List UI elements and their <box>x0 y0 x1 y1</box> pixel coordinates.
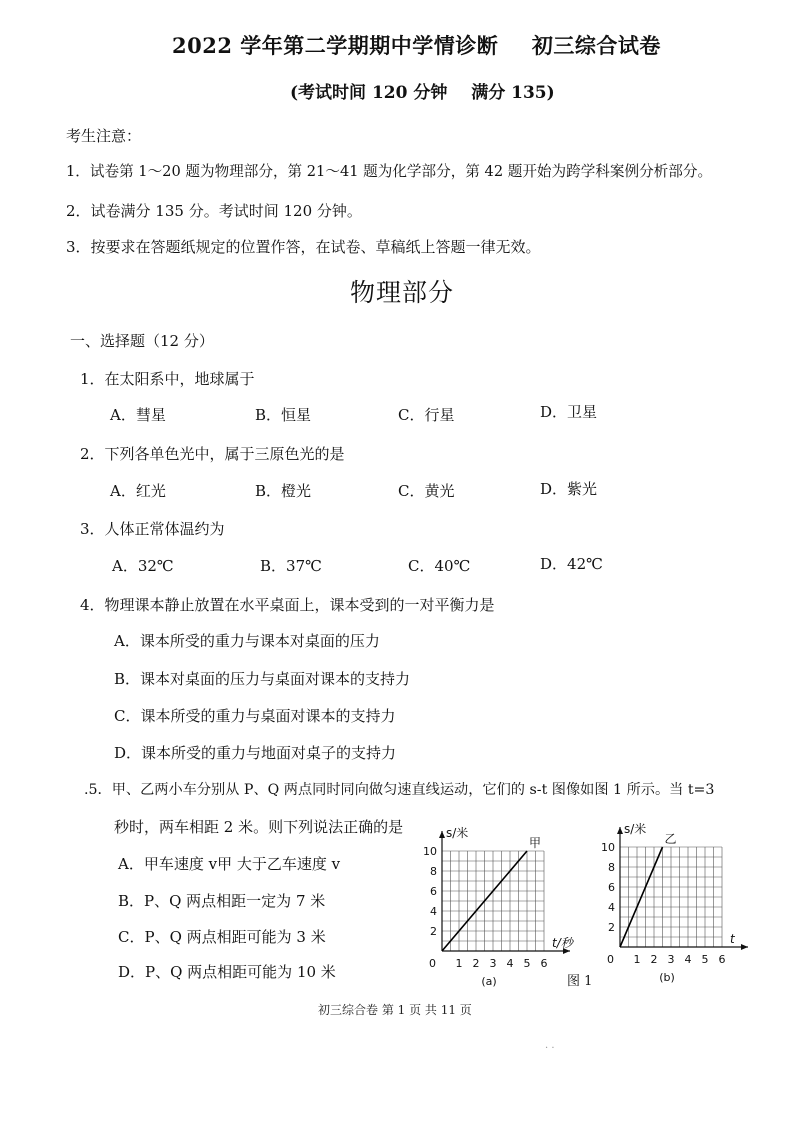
x-tick-label: 1 <box>633 953 641 966</box>
x-tick-label: 6 <box>540 957 548 970</box>
page-footer: 初三综合卷 第 1 页 共 11 页 <box>318 1003 472 1017</box>
figure-1 <box>410 815 770 995</box>
exam-info <box>290 78 555 103</box>
option: B．37℃ <box>260 557 322 575</box>
question-stem: 3．人体正常体温约为 <box>80 520 225 538</box>
y-axis-arrow <box>439 831 445 838</box>
chart-b <box>601 821 748 984</box>
x-tick-label: 2 <box>472 957 480 970</box>
notice-item: 1．试卷第 1～20 题为物理部分，第 21～41 题为化学部分，第 42 题开始为跨学科案例分析部分。 <box>66 163 713 180</box>
series-label: 乙 <box>664 832 677 846</box>
x-tick-label: 2 <box>650 953 658 966</box>
question-stem: 2．下列各单色光中，属于三原色光的是 <box>80 445 345 463</box>
question-stem: 4．物理课本静止放置在水平桌面上，课本受到的一对平衡力是 <box>80 596 495 614</box>
option: C．行星 <box>398 406 455 424</box>
question-stem: 1．在太阳系中，地球属于 <box>80 370 255 388</box>
x-tick-label: 3 <box>667 953 675 966</box>
scan-mark: · · <box>545 1043 555 1054</box>
exam-time: (考试时间 120 分钟 <box>290 83 448 103</box>
option: D．卫星 <box>540 403 598 421</box>
part-heading: 一、选择题（12 分） <box>70 332 214 350</box>
option: D．课本所受的重力与地面对桌子的支持力 <box>114 744 397 762</box>
question-stem-continued: 秒时，两车相距 2 米。则下列说法正确的是 <box>114 818 404 836</box>
option: D．42℃ <box>540 555 603 573</box>
series-label: 甲 <box>529 836 542 850</box>
exam-title <box>172 30 661 60</box>
section-title: 物理部分 <box>350 278 455 307</box>
y-axis-label: s/米 <box>446 826 469 840</box>
x-tick-label: 1 <box>455 957 463 970</box>
option: C．黄光 <box>398 482 455 500</box>
figure-caption: 图 1 <box>567 974 593 989</box>
option: C．40℃ <box>408 557 471 575</box>
option: B．P、Q 两点相距一定为 7 米 <box>118 892 326 910</box>
option: B．恒星 <box>255 406 312 424</box>
y-tick-label: 2 <box>430 925 437 938</box>
origin-label: 0 <box>607 953 614 966</box>
panel-label: (a) <box>481 975 497 988</box>
exam-title-subject: 初三综合试卷 <box>531 33 661 58</box>
y-tick-label: 8 <box>608 861 615 874</box>
y-tick-label: 10 <box>423 845 437 858</box>
panel-label: (b) <box>659 971 675 984</box>
origin-label: 0 <box>429 957 436 970</box>
exam-full-score: 满分 135) <box>471 83 555 103</box>
y-tick-label: 10 <box>601 841 615 854</box>
y-tick-label: 4 <box>608 901 615 914</box>
y-tick-label: 6 <box>430 885 437 898</box>
y-tick-label: 6 <box>608 881 615 894</box>
chart-a <box>423 825 575 988</box>
option: A．32℃ <box>112 557 174 575</box>
option: A．彗星 <box>110 406 166 424</box>
x-tick-label: 5 <box>523 957 531 970</box>
y-tick-label: 4 <box>430 905 437 918</box>
notice-item: 2．试卷满分 135 分。考试时间 120 分钟。 <box>66 202 362 220</box>
option: D．紫光 <box>540 480 598 498</box>
notice-item: 3．按要求在答题纸规定的位置作答，在试卷、草稿纸上答题一律无效。 <box>66 238 541 256</box>
y-axis-label: s/米 <box>624 822 647 836</box>
option: A．红光 <box>110 482 166 500</box>
option: C．课本所受的重力与桌面对课本的支持力 <box>114 707 396 725</box>
notice-heading: 考生注意： <box>66 127 142 145</box>
y-tick-label: 8 <box>430 865 437 878</box>
option: C．P、Q 两点相距可能为 3 米 <box>118 928 326 946</box>
x-tick-label: 5 <box>701 953 709 966</box>
x-tick-label: 6 <box>718 953 726 966</box>
x-axis-label: t <box>730 932 735 946</box>
exam-title-main: 2022 学年第二学期期中学情诊断 <box>172 33 499 58</box>
y-axis-arrow <box>617 827 623 834</box>
option: B．橙光 <box>255 482 312 500</box>
question-stem: .5．甲、乙两小车分别从 P、Q 两点同时同向做匀速直线运动，它们的 s-t 图像如图 1 所示。当 t=3 <box>84 782 715 798</box>
option: B．课本对桌面的压力与桌面对课本的支持力 <box>114 670 411 688</box>
x-axis-label: t/秒 <box>552 936 573 950</box>
x-tick-label: 3 <box>489 957 497 970</box>
option: D．P、Q 两点相距可能为 10 米 <box>118 963 336 981</box>
x-tick-label: 4 <box>684 953 692 966</box>
option: A．课本所受的重力与课本对桌面的压力 <box>114 632 380 650</box>
y-tick-label: 2 <box>608 921 615 934</box>
x-tick-label: 4 <box>506 957 514 970</box>
option: A．甲车速度 v甲 大于乙车速度 v <box>118 855 341 873</box>
x-axis-arrow <box>741 944 748 950</box>
